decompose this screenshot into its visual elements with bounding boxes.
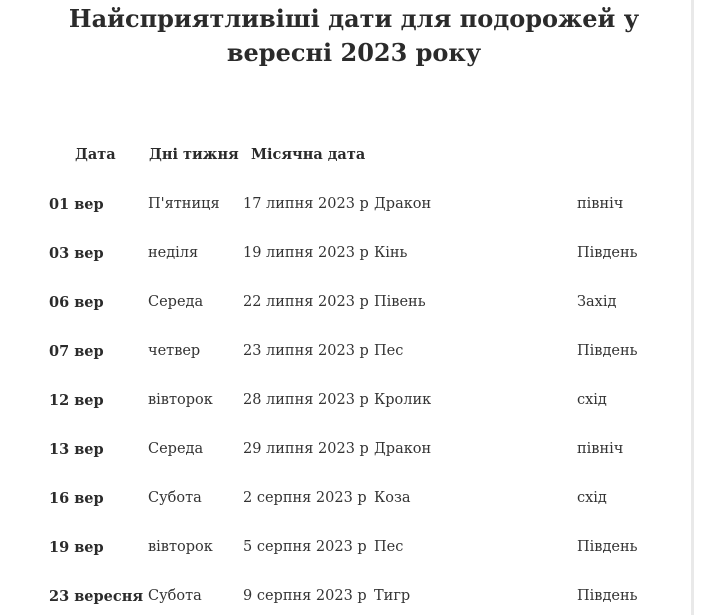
table-row (0, 474, 691, 523)
table-row (0, 376, 691, 425)
date-cell: 01 вер (49, 196, 104, 213)
weekday-cell: вівторок (148, 539, 213, 555)
lunar-date-cell: 19 липня 2023 р (243, 245, 369, 261)
table-row (0, 327, 691, 376)
direction-cell: Захід (577, 294, 617, 310)
table-row (0, 229, 691, 278)
lunar-date-cell: 2 серпня 2023 р (243, 490, 367, 506)
lunar-date-cell: 9 серпня 2023 р (243, 588, 367, 604)
header-date: Дата (75, 146, 116, 163)
direction-cell: Південь (577, 539, 638, 555)
direction-cell: Південь (577, 343, 638, 359)
travel-dates-table (0, 130, 691, 615)
date-cell: 16 вер (49, 490, 104, 507)
page-edge-divider (691, 0, 694, 615)
lunar-date-cell: 28 липня 2023 р (243, 392, 369, 408)
direction-cell: північ (577, 196, 624, 212)
date-cell: 13 вер (49, 441, 104, 458)
weekday-cell: вівторок (148, 392, 213, 408)
weekday-cell: Субота (148, 588, 202, 604)
lunar-date-cell: 29 липня 2023 р (243, 441, 369, 457)
direction-cell: схід (577, 490, 607, 506)
direction-cell: схід (577, 392, 607, 408)
zodiac-cell: Кінь (374, 245, 408, 261)
table-row (0, 572, 691, 615)
weekday-cell: П'ятниця (148, 196, 220, 212)
zodiac-cell: Дракон (374, 441, 432, 457)
table-row (0, 425, 691, 474)
table-header-row (0, 130, 691, 180)
zodiac-cell: Пес (374, 539, 404, 555)
lunar-date-cell: 22 липня 2023 р (243, 294, 369, 310)
zodiac-cell: Тигр (374, 588, 411, 604)
header-lunar-date: Місячна дата (251, 146, 366, 163)
weekday-cell: Середа (148, 441, 204, 457)
zodiac-cell: Кролик (374, 392, 432, 408)
zodiac-cell: Коза (374, 490, 411, 506)
zodiac-cell: Дракон (374, 196, 432, 212)
weekday-cell: четвер (148, 343, 201, 359)
weekday-cell: неділя (148, 245, 199, 261)
date-cell: 19 вер (49, 539, 104, 556)
weekday-cell: Середа (148, 294, 204, 310)
date-cell: 07 вер (49, 343, 104, 360)
date-cell: 06 вер (49, 294, 104, 311)
direction-cell: Південь (577, 245, 638, 261)
date-cell: 23 вересня (49, 588, 144, 605)
header-weekday: Дні тижня (149, 146, 239, 163)
zodiac-cell: Півень (374, 294, 426, 310)
lunar-date-cell: 5 серпня 2023 р (243, 539, 367, 555)
date-cell: 03 вер (49, 245, 104, 262)
lunar-date-cell: 23 липня 2023 р (243, 343, 369, 359)
table-row (0, 523, 691, 572)
page-title: Найсприятливіші дати для подорожей у вересні 2023 року (68, 4, 640, 67)
direction-cell: Південь (577, 588, 638, 604)
date-cell: 12 вер (49, 392, 104, 409)
direction-cell: північ (577, 441, 624, 457)
weekday-cell: Субота (148, 490, 202, 506)
table-row (0, 278, 691, 327)
zodiac-cell: Пес (374, 343, 404, 359)
lunar-date-cell: 17 липня 2023 р (243, 196, 369, 212)
table-row (0, 180, 691, 229)
